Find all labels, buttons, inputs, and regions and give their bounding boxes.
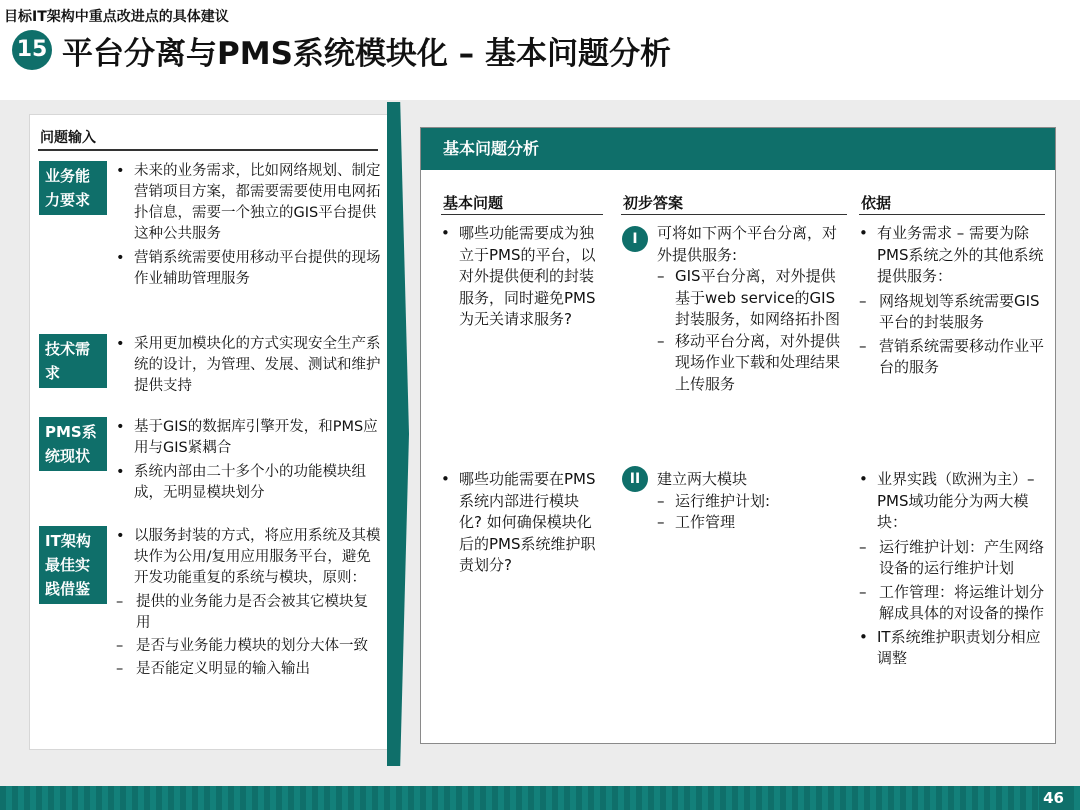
- divider: [621, 214, 847, 215]
- category-label-pms-status: PMS系统现状: [39, 417, 107, 471]
- category-content-technical: [116, 334, 382, 400]
- column-header-basis: 依据: [861, 194, 892, 212]
- bullet-item: • 基于GIS的数据库引擎开发，和PMS应用与GIS紧耦合: [116, 417, 382, 459]
- question-1: [441, 223, 601, 334]
- dash-item: – 提供的业务能力是否会被其它模块复用: [116, 592, 382, 634]
- bullet-item: • 未来的业务需求，比如网络规划、制定营销项目方案，都需要需要使用电网拓扑信息，需要一个独立的GIS平台提供这种公共服务: [116, 161, 382, 245]
- basis-2: [859, 469, 1047, 673]
- bullet-item: • 营销系统需要使用移动平台提供的现场作业辅助管理服务: [116, 248, 382, 290]
- answer-item: – 工作管理: [635, 512, 849, 534]
- answer-2: [635, 469, 849, 534]
- basis-lead: • 有业务需求 – 需要为除PMS系统之外的其他系统提供服务：: [859, 223, 1047, 288]
- category-content-business: [116, 161, 382, 293]
- category-content-pms-status: [116, 417, 382, 507]
- category-content-it-best-practice: [116, 526, 382, 682]
- bullet-item: • 系统内部由二十多个小的功能模块组成，无明显模块划分: [116, 462, 382, 504]
- footer-bar: [0, 786, 1080, 810]
- basis-item: – 网络规划等系统需要GIS平台的封装服务: [859, 291, 1047, 334]
- column-header-question: 基本问题: [443, 194, 504, 212]
- answer-1: [635, 223, 849, 395]
- answer-item: – 运行维护计划:: [635, 491, 849, 513]
- basis-item: – 工作管理：将运维计划分解成具体的对设备的操作: [859, 582, 1047, 625]
- page-number: 46: [1039, 786, 1068, 810]
- dash-item: – 是否能定义明显的输入输出: [116, 659, 382, 680]
- answer-item: – GIS平台分离，对外提供基于web service的GIS封装服务，如网络拓扑图: [635, 266, 849, 331]
- basis-lead: • 业界实践（欧洲为主）– PMS域功能分为两大模块：: [859, 469, 1047, 534]
- answer-item: – 移动平台分离，对外提供现场作业下载和处理结果上传服务: [635, 331, 849, 396]
- divider: [441, 214, 603, 215]
- question-text: • 哪些功能需要成为独立于PMS的平台，以对外提供便利的封装服务，同时避免PMS为无关请求服务?: [441, 223, 601, 331]
- divider: [38, 149, 378, 151]
- problem-input-title: 问题输入: [40, 130, 96, 146]
- basis-extra: • IT系统维护职责划分相应调整: [859, 627, 1047, 670]
- breadcrumb: 目标IT架构中重点改进点的具体建议: [4, 9, 229, 25]
- page-title: 平台分离与PMS系统模块化 – 基本问题分析: [62, 36, 671, 72]
- analysis-panel: [420, 127, 1056, 744]
- dash-item: – 是否与业务能力模块的划分大体一致: [116, 636, 382, 657]
- bullet-item: • 采用更加模块化的方式实现安全生产系统的设计，为管理、发展、测试和维护提供支持: [116, 334, 382, 397]
- roman-badge-2: II: [622, 466, 648, 492]
- category-label-it-best-practice: IT架构最佳实践借鉴: [39, 526, 107, 604]
- column-header-answer: 初步答案: [623, 194, 684, 212]
- bullet-item: • 以服务封装的方式，将应用系统及其模块作为公用/复用应用服务平台，避免开发功能重复的系统与模块，原则：: [116, 526, 382, 589]
- category-label-business: 业务能力要求: [39, 161, 107, 215]
- basis-item: – 运行维护计划：产生网络设备的运行维护计划: [859, 537, 1047, 580]
- question-2: [441, 469, 601, 580]
- roman-badge-1: I: [622, 226, 648, 252]
- divider: [859, 214, 1045, 215]
- basis-item: – 营销系统需要移动作业平台的服务: [859, 336, 1047, 379]
- answer-lead: 可将如下两个平台分离，对外提供服务:: [657, 224, 838, 264]
- basis-1: [859, 223, 1047, 381]
- section-number-badge: 15: [12, 30, 52, 70]
- category-label-technical: 技术需求: [39, 334, 107, 388]
- answer-lead: 建立两大模块: [657, 470, 748, 488]
- analysis-panel-header: 基本问题分析: [421, 128, 1055, 170]
- question-text: • 哪些功能需要在PMS系统内部进行模块化? 如何确保模块化后的PMS系统维护职责划分?: [441, 469, 601, 577]
- problem-input-panel: [30, 115, 388, 749]
